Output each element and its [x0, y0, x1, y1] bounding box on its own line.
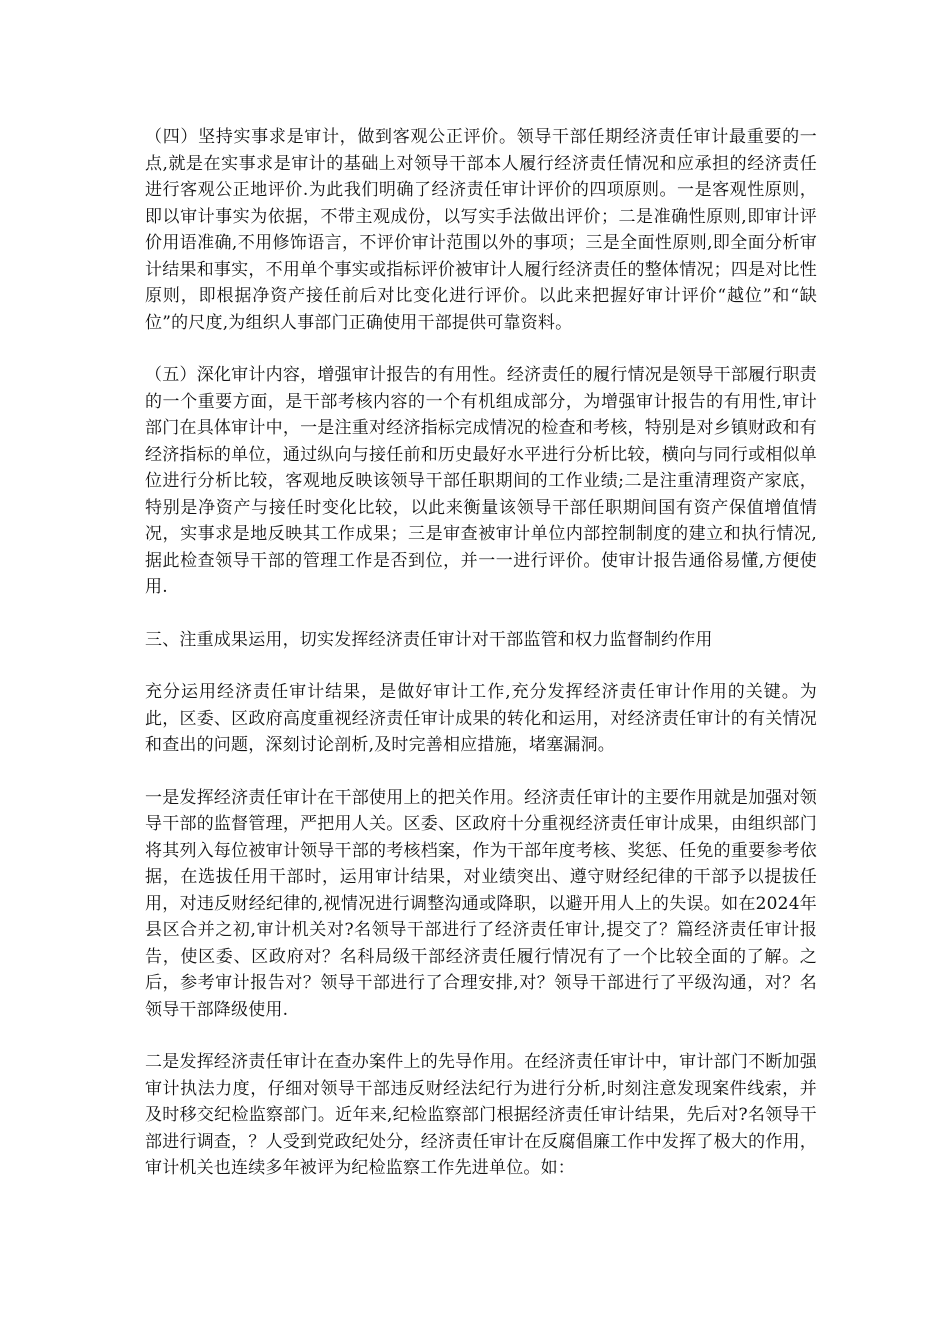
- paragraph-cadre-selection: 一是发挥经济责任审计在干部使用上的把关作用。经济责任审计的主要作用就是加强对领导干部的监督管理，严把用人关。区委、区政府十分重视经济责任审计成果，由组织部门将其列入每位被审计领导干部的考核档案，作为干部年度考核、奖惩、任免的重要参考依据，在选拔任用干部时，运用审计结果，对业绩突出、遵守财经纪律的干部予以提拔任用，对违反财经纪律的,视情况进行调整沟通或降职，以避开用人上的失误。如在2024年县区合并之初,审计机关对?名领导干部进行了经济责任审计,提交了？篇经济责任审计报告，使区委、区政府对？名科局级干部经济责任履行情况有了一个比较全面的了解。之后，参考审计报告对？领导干部进行了合理安排,对？领导干部进行了平级沟通，对？名领导干部降级使用.: [145, 787, 817, 1020]
- paragraph-case-investigation: 二是发挥经济责任审计在查办案件上的先导作用。在经济责任审计中，审计部门不断加强审计执法力度，仔细对领导干部违反财经法纪行为进行分析,时刻注意发现案件线索，并及时移交纪检监察部门。近年来,纪检监察部门根据经济责任审计结果，先后对?名领导干部进行调查，？人受到党政纪处分，经济责任审计在反腐倡廉工作中发挥了极大的作用，审计机关也连续多年被评为纪检监察工作先进单位。如：: [145, 1052, 817, 1178]
- paragraph-audit-content: （五）深化审计内容，增强审计报告的有用性。经济责任的履行情况是领导干部履行职责的一个重要方面，是干部考核内容的一个有机组成部分，为增强审计报告的有用性,审计部门在具体审计中，一是注重对经济指标完成情况的检查和考核，特别是对乡镇财政和有经济指标的单位，通过纵向与接任前和历史最好水平进行分析比较，横向与同行或相似单位进行分析比较，客观地反映该领导干部任职期间的工作业绩;二是注重清理资产家底，特别是净资产与接任时变化比较，以此来衡量该领导干部任职期间国有资产保值增值情况，实事求是地反映其工作成果；三是审查被审计单位内部控制制度的建立和执行情况,据此检查领导干部的管理工作是否到位，并一一进行评价。使审计报告通俗易懂,方便使用.: [145, 365, 817, 597]
- paragraph-results-usage: 充分运用经济责任审计结果，是做好审计工作,充分发挥经济责任审计作用的关键。为此，区委、区政府高度重视经济责任审计成果的转化和运用，对经济责任审计的有关情况和查出的问题，深刻讨论剖析,及时完善相应措施，堵塞漏洞。: [145, 682, 817, 755]
- section-heading: 三、注重成果运用，切实发挥经济责任审计对干部监管和权力监督制约作用: [145, 629, 713, 650]
- paragraph-principles: （四）坚持实事求是审计，做到客观公正评价。领导干部任期经济责任审计最重要的一点,就是在实事求是审计的基础上对领导干部本人履行经济责任情况和应承担的经济责任进行客观公正地评价.为此我们明确了经济责任审计评价的四项原则。一是客观性原则，即以审计事实为依据，不带主观成份，以写实手法做出评价；二是准确性原则,即审计评价用语准确,不用修饰语言，不评价审计范围以外的事项；三是全面性原则,即全面分析审计结果和事实，不用单个事实或指标评价被审计人履行经济责任的整体情况；四是对比性原则，即根据净资产接任前后对比变化进行评价。以此来把握好审计评价“越位”和“缺位”的尺度,为组织人事部门正确使用干部提供可靠资料。: [145, 127, 817, 333]
- document-body: [145, 124, 817, 1208]
